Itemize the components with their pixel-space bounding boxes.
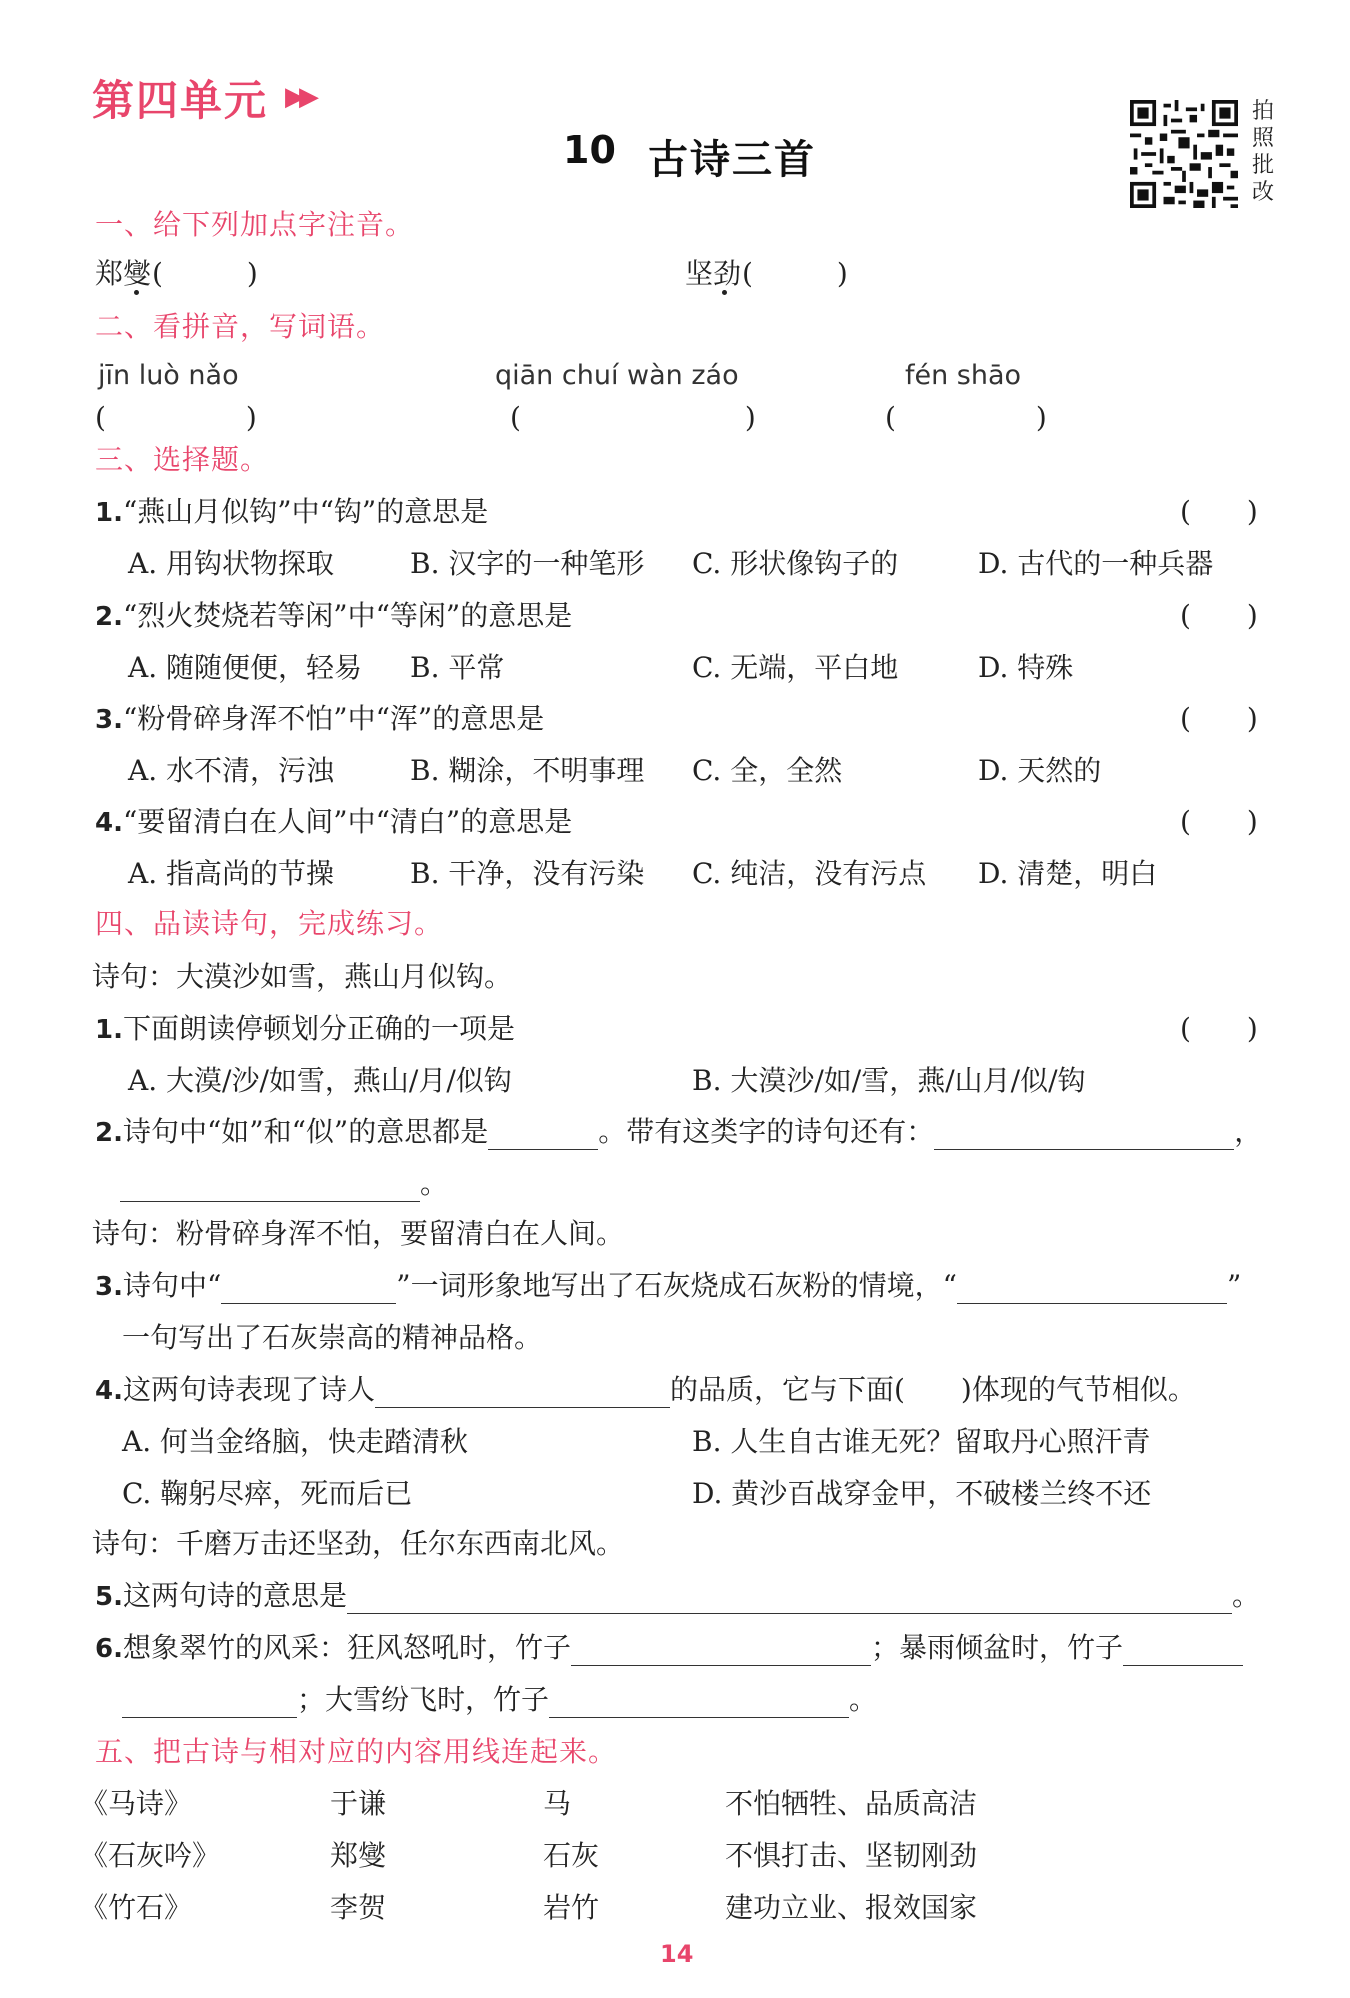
question-text: 诗句中“如”和“似”的意思都是 [122,1115,489,1148]
question-text: 这两句诗表现了诗人 [122,1373,375,1406]
s4-question-3-cont: 一句写出了石灰崇高的精神品格。 [122,1321,543,1354]
question-2 [95,594,572,634]
punctuation: ， [1234,1115,1263,1148]
section-2-heading: 二、看拼音，写词语。 [95,310,386,343]
question-text: ”一词形象地写出了石灰烧成石灰粉的情境，“ [396,1269,957,1302]
question-text: 的品质，它与下面( )体现的气节相似。 [669,1373,1196,1406]
s4-question-2-cont [120,1162,448,1202]
s4-question-1 [95,1007,515,1047]
option-c[interactable]: C. 鞠躬尽瘁，死而后已 [122,1477,413,1510]
option-a[interactable]: A. 水不清，污浊 [128,754,335,787]
poem-title[interactable]: 《石灰吟》 [80,1839,221,1872]
option-b[interactable]: B. 大漠沙/如/雪，燕/山月/似/钩 [692,1064,1086,1097]
question-number: 1. [95,1015,123,1045]
meaning[interactable]: 不惧打击、坚韧刚劲 [725,1839,978,1872]
qr-label: 拍照批改 [1252,99,1275,205]
lesson-number: 10 [563,128,616,172]
section-5-heading: 五、把古诗与相对应的内容用线连起来。 [95,1735,618,1768]
option-d[interactable]: D. 清楚，明白 [978,857,1158,890]
question-number: 2. [95,602,123,632]
poem-title[interactable]: 《竹石》 [80,1891,193,1924]
option-a[interactable]: A. 大漠/沙/如雪，燕山/月/似钩 [128,1064,512,1097]
question-text: 诗句中“ [122,1269,222,1302]
punctuation: 。 [420,1167,449,1200]
answer-blank[interactable] [934,1119,1234,1150]
subject[interactable]: 岩竹 [543,1891,600,1924]
subject[interactable]: 石灰 [543,1839,600,1872]
option-a[interactable]: A. 随随便便，轻易 [128,651,363,684]
answer-blank[interactable] [120,1171,420,1202]
item-2-word: 坚劲 [685,257,742,290]
option-b[interactable]: B. 平常 [410,651,505,684]
poem-line-3: 诗句：千磨万击还坚劲，任尔东西南北风。 [92,1527,625,1560]
option-c[interactable]: C. 形状像钩子的 [692,547,899,580]
option-d[interactable]: D. 天然的 [978,754,1102,787]
question-text: “燕山月似钩”中“钩”的意思是 [122,495,489,528]
question-text: 想象翠竹的风采：狂风怒吼时，竹子 [122,1631,571,1664]
pinyin-1: jīn luò nǎo [98,360,239,391]
question-4 [95,800,572,840]
lesson-title: 古诗三首 [648,137,816,183]
qr-code-icon[interactable] [1130,100,1238,208]
option-a[interactable]: A. 指高尚的节操 [128,857,335,890]
option-b[interactable]: B. 汉字的一种笔形 [410,547,645,580]
meaning[interactable]: 不怕牺牲、品质高洁 [725,1787,978,1820]
section-3-heading: 三、选择题。 [95,443,270,476]
question-text: “要留清白在人间”中“清白”的意思是 [122,805,573,838]
answer-blank[interactable] [375,1377,670,1408]
meaning[interactable]: 建功立业、报效国家 [725,1891,978,1924]
answer-blank[interactable] [347,1583,1232,1614]
option-c[interactable]: C. 无端，平白地 [692,651,899,684]
section-1-heading: 一、给下列加点字注音。 [95,208,415,241]
question-text: “粉骨碎身浑不怕”中“浑”的意思是 [122,702,545,735]
answer-blank[interactable] [957,1273,1227,1304]
answer-paren[interactable]: ( ) [1180,805,1258,838]
option-a[interactable]: A. 用钩状物探取 [128,547,335,580]
s4-question-6-cont [122,1678,877,1718]
s4-question-6 [95,1626,1243,1666]
item-2-answer[interactable]: ( ) [742,257,848,290]
answer-blank[interactable] [488,1119,598,1150]
question-number: 1. [95,498,123,528]
question-text: 这两句诗的意思是 [122,1579,347,1612]
poem-title[interactable]: 《马诗》 [80,1787,193,1820]
answer-blank[interactable] [1123,1635,1243,1666]
question-number: 3. [95,1272,123,1302]
option-d[interactable]: D. 古代的一种兵器 [978,547,1214,580]
question-text: 。带有这类字的诗句还有： [598,1115,935,1148]
s4-question-5 [95,1574,1260,1614]
s4-question-4 [95,1368,1196,1408]
question-number: 4. [95,808,123,838]
answer-paren[interactable]: ( ) [1180,599,1258,632]
poem-line-2: 诗句：粉骨碎身浑不怕，要留清白在人间。 [92,1217,625,1250]
pinyin-3-answer[interactable]: ( ) [885,401,1047,434]
poem-line-1: 诗句：大漠沙如雪，燕山月似钩。 [92,960,513,993]
question-number: 5. [95,1582,123,1612]
section-4-heading: 四、品读诗句，完成练习。 [95,907,444,940]
pinyin-2-answer[interactable]: ( ) [510,401,756,434]
poet-name[interactable]: 李贺 [330,1891,387,1924]
option-b[interactable]: B. 糊涂，不明事理 [410,754,645,787]
answer-blank[interactable] [122,1687,297,1718]
option-b[interactable]: B. 干净，没有污染 [410,857,645,890]
unit-arrow-icon: ▶▶ [285,82,313,112]
answer-blank[interactable] [549,1687,849,1718]
punctuation: 。 [1231,1579,1260,1612]
s4-question-3 [95,1264,1241,1304]
s4-question-2 [95,1110,1262,1150]
question-text: ；大雪纷飞时，竹子 [297,1683,550,1716]
item-1-answer[interactable]: ( ) [152,257,258,290]
question-number: 2. [95,1118,123,1148]
emphasis-dot [134,290,139,295]
question-text: “烈火焚烧若等闲”中“等闲”的意思是 [122,599,573,632]
option-d[interactable]: D. 黄沙百战穿金甲，不破楼兰终不还 [692,1477,1152,1510]
pinyin-2: qiān chuí wàn záo [495,360,739,391]
question-number: 4. [95,1376,123,1406]
answer-blank[interactable] [571,1635,871,1666]
answer-paren[interactable]: ( ) [1180,702,1258,735]
answer-paren[interactable]: ( ) [1180,1012,1258,1045]
subject[interactable]: 马 [543,1787,572,1820]
question-3 [95,697,544,737]
option-c[interactable]: C. 纯洁，没有污点 [692,857,927,890]
question-text: ” [1226,1269,1242,1302]
answer-paren[interactable]: ( ) [1180,495,1258,528]
option-d[interactable]: D. 特殊 [978,651,1074,684]
pinyin-1-answer[interactable]: ( ) [95,401,257,434]
item-1-word: 郑燮 [95,257,152,290]
option-b[interactable]: B. 人生自古谁无死？留取丹心照汗青 [692,1425,1151,1458]
emphasis-dot [722,290,727,295]
question-text: 下面朗读停顿划分正确的一项是 [122,1012,515,1045]
option-c[interactable]: C. 全，全然 [692,754,843,787]
unit-title: 第四单元 [92,76,269,125]
question-number: 3. [95,705,123,735]
pinyin-3: fén shāo [905,360,1022,391]
question-number: 6. [95,1634,123,1664]
answer-blank[interactable] [221,1273,396,1304]
poet-name[interactable]: 郑燮 [330,1839,387,1872]
page-number: 14 [660,1940,694,1968]
option-a[interactable]: A. 何当金络脑，快走踏清秋 [122,1425,469,1458]
poet-name[interactable]: 于谦 [330,1787,387,1820]
punctuation: 。 [849,1683,878,1716]
question-1 [95,490,488,530]
question-text: ；暴雨倾盆时，竹子 [870,1631,1123,1664]
